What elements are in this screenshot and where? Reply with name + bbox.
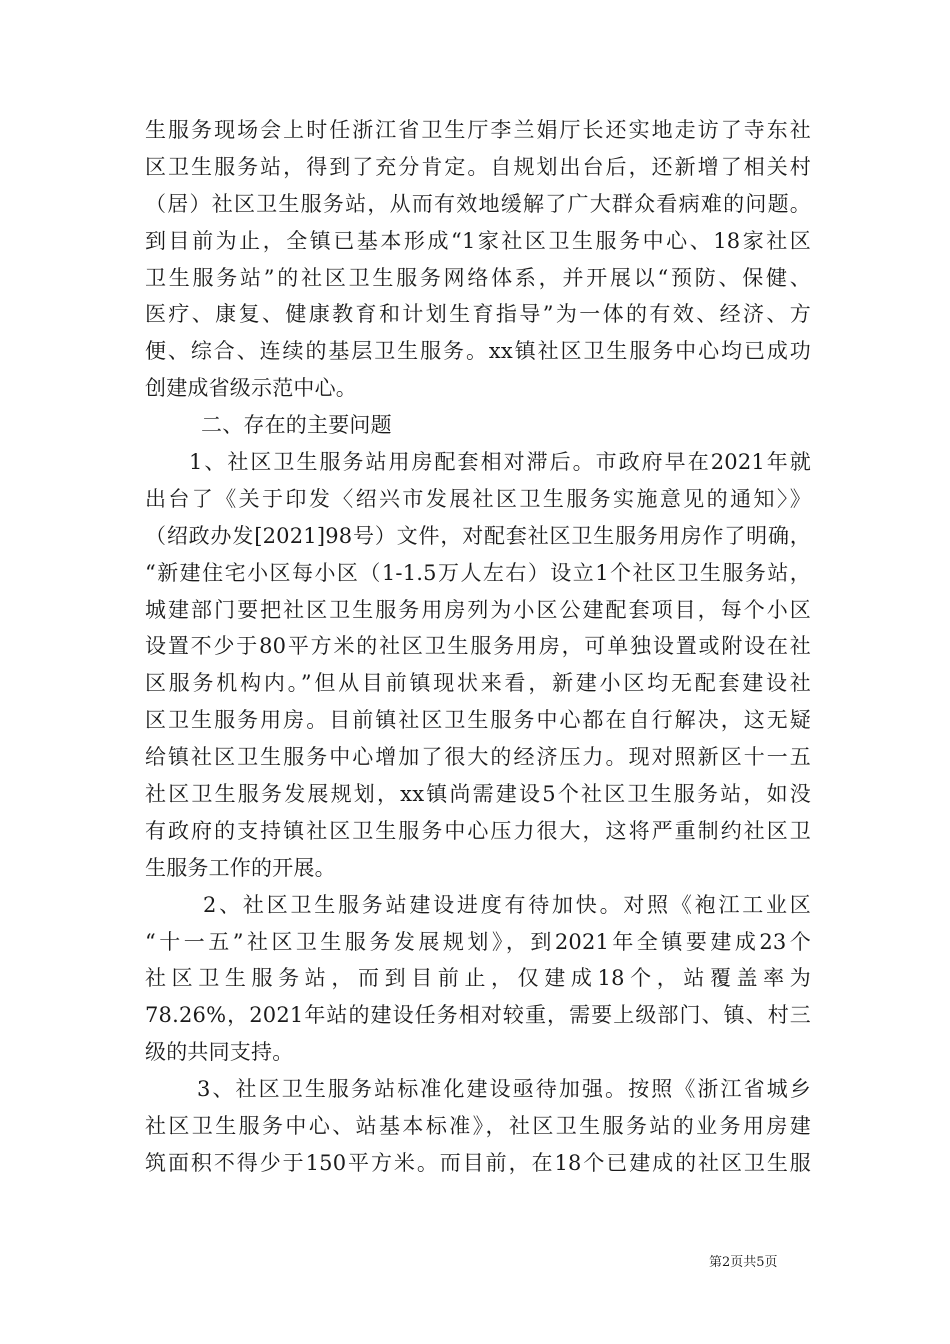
text-line: 给镇社区卫生服务中心增加了很大的经济压力。现对照新区十一五 [145, 745, 811, 770]
text-line: 生服务工作的开展。 [145, 855, 336, 880]
text-line: “十一五”社区卫生服务发展规划》，到2021年全镇要建成23个 [145, 929, 811, 954]
text-line: 社区卫生服务中心、站基本标准》，社区卫生服务站的业务用房建 [145, 1114, 811, 1139]
text-line: 便、综合、连续的基层卫生服务。xx镇社区卫生服务中心均已成功 [145, 339, 811, 364]
text-line: 生服务现场会上时任浙江省卫生厅李兰娟厅长还实地走访了寺东社 [145, 118, 811, 142]
text-line: 区卫生服务用房。目前镇社区卫生服务中心都在自行解决，这无疑 [145, 708, 811, 733]
text-line: 2、社区卫生服务站建设进度有待加快。对照《袍江工业区 [203, 892, 811, 917]
page-number: 第2页共5页 [709, 1255, 778, 1270]
text-line: 城建部门要把社区卫生服务用房列为小区公建配套项目，每个小区 [145, 597, 811, 622]
text-line: （居）社区卫生服务站，从而有效地缓解了广大群众看病难的问题。 [145, 191, 811, 216]
text-line: 设置不少于80平方米的社区卫生服务用房，可单独设置或附设在社 [145, 634, 811, 659]
text-line: 到目前为止，全镇已基本形成“1家社区卫生服务中心、18家社区 [145, 228, 811, 253]
text-line: 医疗、康复、健康教育和计划生育指导”为一体的有效、经济、方 [145, 302, 811, 327]
text-line: 区卫生服务站，得到了充分肯定。自规划出台后，还新增了相关村 [145, 154, 811, 179]
text-line: 级的共同支持。 [145, 1040, 294, 1065]
section-heading: 二、存在的主要问题 [201, 413, 392, 438]
text-line: 3、社区卫生服务站标准化建设亟待加强。按照《浙江省城乡 [197, 1077, 811, 1102]
text-line: 有政府的支持镇社区卫生服务中心压力很大，这将严重制约社区卫 [145, 818, 811, 843]
text-line: 社区卫生服务发展规划，xx镇尚需建设5个社区卫生服务站，如没 [145, 782, 811, 807]
text-line: 筑面积不得少于150平方米。而目前，在18个已建成的社区卫生服 [145, 1150, 811, 1175]
text-line: 1、社区卫生服务站用房配套相对滞后。市政府早在2021年就 [189, 450, 811, 475]
text-line: （绍政办发[2021]98号）文件，对配套社区卫生服务用房作了明确， [145, 523, 811, 548]
text-line: 社区卫生服务站，而到目前止，仅建成18个，站覆盖率为 [145, 966, 811, 991]
text-line: 创建成省级示范中心。 [145, 376, 357, 401]
text-line: 78.26%，2021年站的建设任务相对较重，需要上级部门、镇、村三 [145, 1003, 811, 1028]
document-body [145, 112, 811, 1182]
text-line: 区服务机构内。”但从目前镇现状来看，新建小区均无配套建设社 [145, 671, 811, 696]
text-line: 出台了《关于印发〈绍兴市发展社区卫生服务实施意见的通知〉》 [145, 486, 811, 511]
text-line: 卫生服务站”的社区卫生服务网络体系，并开展以“预防、保健、 [145, 265, 811, 290]
text-line: “新建住宅小区每小区（1-1.5万人左右）设立1个社区卫生服务站， [145, 560, 811, 585]
